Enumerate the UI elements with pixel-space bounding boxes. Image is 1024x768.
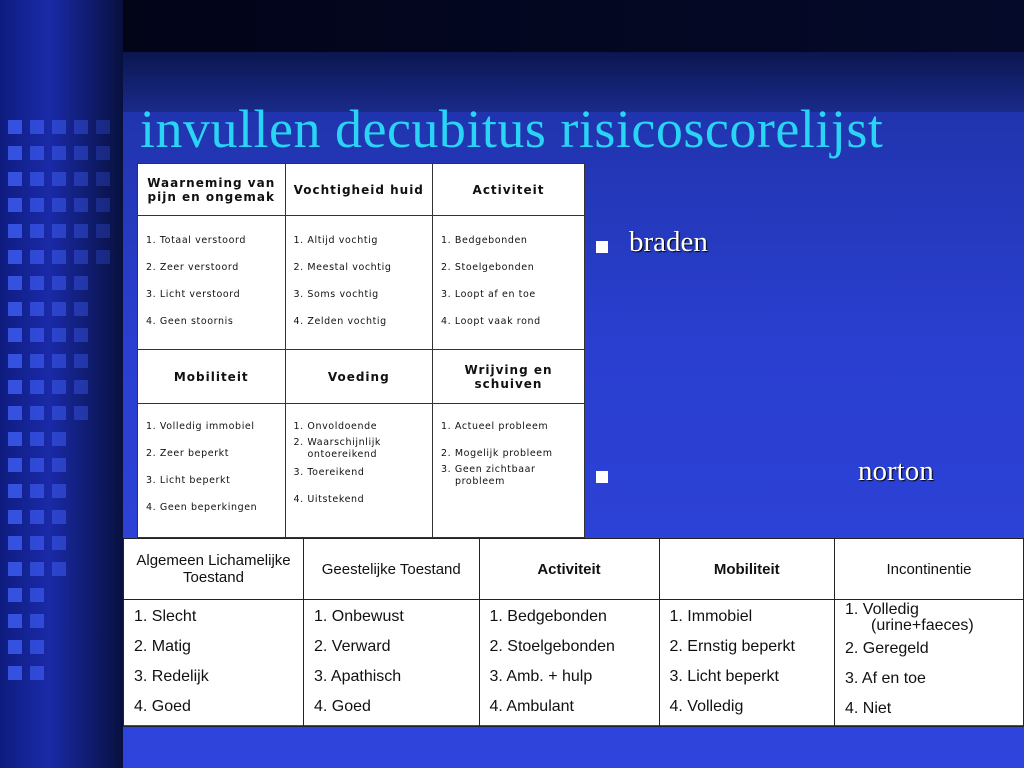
decor-square: [52, 510, 66, 524]
braden-header-pijn: Waarneming van pijn en ongemak: [138, 164, 286, 216]
decor-square: [30, 120, 44, 134]
decor-square: [52, 276, 66, 290]
decor-square: [8, 224, 22, 238]
decor-square: [96, 224, 110, 238]
norton-item: 4. Niet: [845, 700, 892, 717]
norton-item: 2. Matig: [134, 638, 191, 655]
norton-item: 3. Apathisch: [314, 668, 402, 685]
decor-square: [8, 458, 22, 472]
decor-square: [30, 432, 44, 446]
decor-square: [52, 536, 66, 550]
decor-square: [52, 250, 66, 264]
decor-square: [74, 146, 88, 160]
decor-square: [52, 380, 66, 394]
decor-square: [30, 198, 44, 212]
decor-square: [8, 666, 22, 680]
decor-square: [8, 640, 22, 654]
decor-square: [74, 302, 88, 316]
decor-square: [8, 432, 22, 446]
norton-item: 3. Af en toe: [845, 670, 926, 687]
decor-square: [8, 302, 22, 316]
decor-square: [8, 536, 22, 550]
norton-item: 4. Goed: [314, 698, 371, 715]
braden-col-vochtigheid: [285, 216, 433, 350]
braden-item: 1. Totaal verstoord: [146, 235, 246, 246]
decor-square: [74, 406, 88, 420]
decor-square: [52, 406, 66, 420]
decor-square: [30, 146, 44, 160]
braden-item: 1. Actueel probleem: [441, 421, 549, 432]
braden-col-mobiliteit: [138, 404, 286, 538]
braden-item: 4. Geen stoornis: [146, 316, 234, 327]
braden-header-activiteit: Activiteit: [433, 164, 585, 216]
braden-item: 1. Onvoldoende: [293, 421, 378, 432]
braden-item: 2. Meestal vochtig: [293, 262, 392, 273]
slide-title: invullen decubitus risicoscorelijst: [140, 99, 884, 159]
braden-item-sub: probleem: [455, 476, 505, 487]
decor-square: [52, 354, 66, 368]
bullet-norton: norton: [858, 455, 934, 487]
decor-square: [30, 562, 44, 576]
norton-item: 1. Immobiel: [669, 608, 753, 625]
decor-square: [30, 614, 44, 628]
bullet-square-icon: [596, 241, 608, 253]
decor-square: [30, 458, 44, 472]
decor-square: [52, 198, 66, 212]
decor-square: [74, 198, 88, 212]
norton-item-sub: (urine+faeces): [871, 617, 974, 634]
decor-square: [8, 146, 22, 160]
norton-item: 2. Verward: [314, 638, 391, 655]
decor-square: [8, 510, 22, 524]
norton-item: 4. Goed: [134, 698, 191, 715]
decor-square: [74, 224, 88, 238]
decor-square: [52, 172, 66, 186]
braden-col-voeding: [285, 404, 433, 538]
norton-item: 1. Bedgebonden: [489, 608, 607, 625]
norton-header-algemeen: Algemeen Lichamelijke Toestand: [124, 539, 304, 600]
decor-square: [8, 198, 22, 212]
decor-square: [30, 250, 44, 264]
braden-item: 2. Mogelijk probleem: [441, 448, 553, 459]
decor-square: [74, 250, 88, 264]
decor-square: [52, 224, 66, 238]
norton-col-incontinentie: [835, 600, 1024, 727]
braden-item: 4. Geen beperkingen: [146, 502, 258, 513]
braden-item: 1. Volledig immobiel: [146, 421, 255, 432]
decor-square: [74, 354, 88, 368]
decor-square: [30, 536, 44, 550]
decor-square: [8, 406, 22, 420]
decor-square: [8, 614, 22, 628]
decor-square: [96, 146, 110, 160]
decor-square: [8, 120, 22, 134]
decor-square: [96, 250, 110, 264]
norton-item: 1. Onbewust: [314, 608, 404, 625]
decor-square: [52, 328, 66, 342]
decor-square: [52, 484, 66, 498]
braden-item: 2. Zeer beperkt: [146, 448, 230, 459]
braden-header-voeding: Voeding: [285, 350, 433, 404]
decor-square: [8, 380, 22, 394]
braden-table: [137, 163, 585, 538]
norton-header-geestelijke: Geestelijke Toestand: [304, 539, 480, 600]
braden-item: 3. Licht verstoord: [146, 289, 241, 300]
norton-header-incontinentie: Incontinentie: [835, 539, 1024, 600]
norton-item: 2. Stoelgebonden: [489, 638, 615, 655]
decor-square: [52, 458, 66, 472]
decor-square: [8, 250, 22, 264]
decor-square: [52, 432, 66, 446]
decor-square: [52, 120, 66, 134]
decor-square: [8, 562, 22, 576]
norton-item: 3. Amb. + hulp: [489, 668, 593, 685]
decor-square: [8, 328, 22, 342]
braden-header-vochtigheid: Vochtigheid huid: [285, 164, 433, 216]
decor-square: [8, 588, 22, 602]
braden-item: 1. Altijd vochtig: [293, 235, 379, 246]
braden-col-activiteit: [433, 216, 585, 350]
decor-square: [96, 172, 110, 186]
braden-item: 2. Stoelgebonden: [441, 262, 535, 273]
decor-square: [30, 484, 44, 498]
decor-square: [96, 120, 110, 134]
braden-item: 3. Soms vochtig: [293, 289, 379, 300]
decor-square: [30, 172, 44, 186]
decor-square: [30, 302, 44, 316]
decor-square: [8, 484, 22, 498]
decor-square: [30, 276, 44, 290]
norton-item: 2. Ernstig beperkt: [669, 638, 795, 655]
decor-square: [74, 328, 88, 342]
decor-square: [30, 328, 44, 342]
norton-item: 3. Redelijk: [134, 668, 209, 685]
decor-square: [8, 276, 22, 290]
norton-table: [123, 538, 1024, 725]
norton-col-geestelijke: [304, 600, 480, 727]
braden-item: 3. Loopt af en toe: [441, 289, 536, 300]
bullet-square-icon: [596, 471, 608, 483]
left-decor-strip: [0, 0, 123, 768]
norton-item: 1. Slecht: [134, 608, 197, 625]
braden-item: 2. Waarschijnlijk: [293, 437, 382, 448]
decor-square: [30, 510, 44, 524]
norton-item: 3. Licht beperkt: [669, 668, 779, 685]
decor-square: [30, 666, 44, 680]
decor-square: [52, 302, 66, 316]
decor-square: [30, 224, 44, 238]
top-bar: [123, 0, 1024, 52]
braden-col-wrijving: [433, 404, 585, 538]
norton-header-mobiliteit: Mobiliteit: [659, 539, 835, 600]
braden-col-pijn: [138, 216, 286, 350]
decor-square: [8, 354, 22, 368]
braden-item: 4. Uitstekend: [293, 494, 365, 505]
norton-col-mobiliteit: [659, 600, 835, 727]
decor-square: [74, 380, 88, 394]
decor-square: [30, 640, 44, 654]
braden-item: 1. Bedgebonden: [441, 235, 528, 246]
braden-header-mobiliteit: Mobiliteit: [138, 350, 286, 404]
braden-item: 3. Licht beperkt: [146, 475, 231, 486]
braden-item: 4. Loopt vaak rond: [441, 316, 541, 327]
decor-square: [30, 354, 44, 368]
norton-item: 4. Ambulant: [489, 698, 574, 715]
decor-square: [30, 406, 44, 420]
decor-square: [52, 562, 66, 576]
decor-square: [30, 380, 44, 394]
norton-col-activiteit: [479, 600, 659, 727]
decor-square: [74, 276, 88, 290]
braden-item: 2. Zeer verstoord: [146, 262, 239, 273]
braden-item: 4. Zelden vochtig: [293, 316, 387, 327]
decor-square: [52, 146, 66, 160]
norton-col-algemeen: [124, 600, 304, 727]
decor-square: [8, 172, 22, 186]
norton-item: 2. Geregeld: [845, 640, 929, 657]
braden-item: 3. Geen zichtbaar: [441, 464, 536, 475]
decor-square: [74, 120, 88, 134]
decor-square: [30, 588, 44, 602]
decor-square: [74, 172, 88, 186]
decor-square: [96, 198, 110, 212]
bullet-braden: braden: [629, 226, 708, 258]
braden-header-wrijving: Wrijving en schuiven: [433, 350, 585, 404]
norton-item: 4. Volledig: [669, 698, 744, 715]
norton-header-activiteit: Activiteit: [479, 539, 659, 600]
norton-item: 1. Volledig: [845, 601, 919, 618]
braden-item: 3. Toereikend: [293, 467, 365, 478]
braden-item-sub: ontoereikend: [307, 449, 378, 460]
